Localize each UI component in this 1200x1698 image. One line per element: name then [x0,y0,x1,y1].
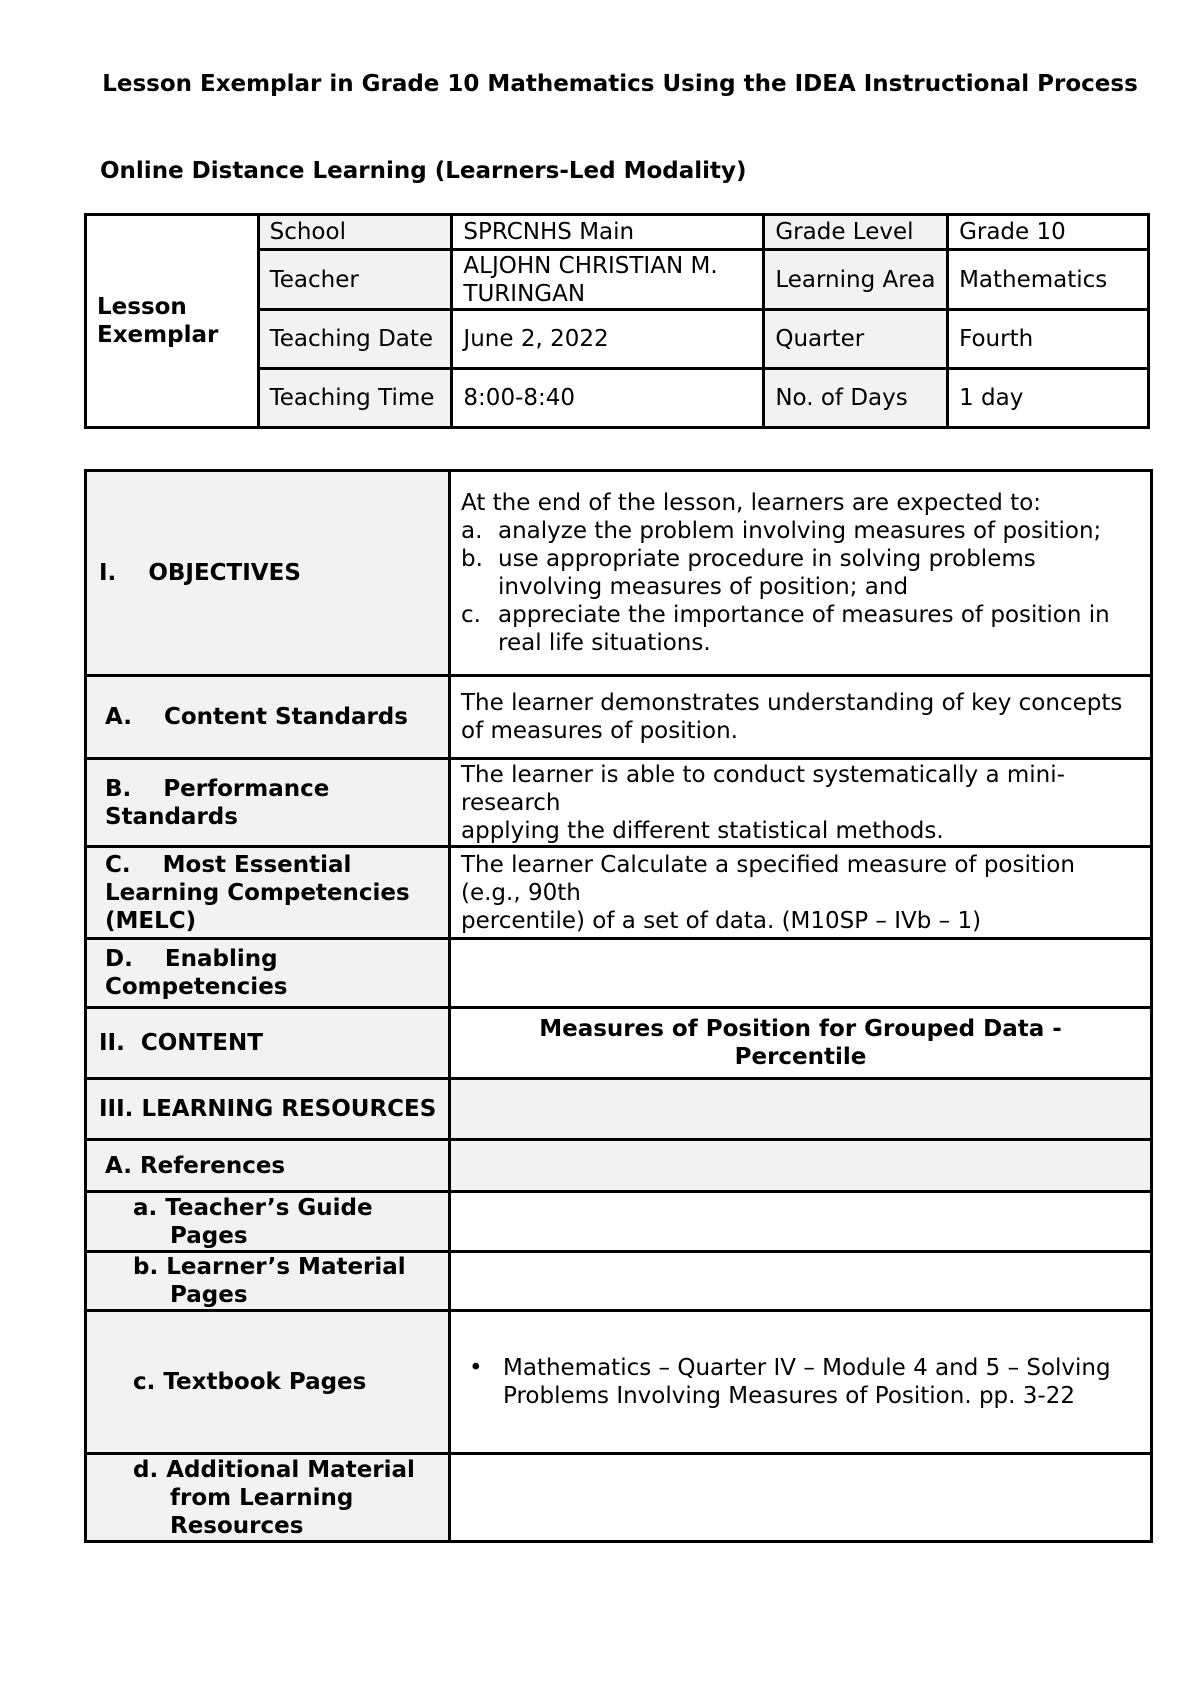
content-title: Measures of Position for Grouped Data - Percentile [450,1008,1152,1079]
lm-pages-label: Learner’s Material Pages [166,1254,406,1308]
enabling-row [86,939,1152,1008]
textbook-item-text: Mathematics – Quarter IV – Module 4 and 5 – Solving Problems Involving Measures of Position. pp. 3-22 [503,1355,1111,1409]
content-marker: II. [99,1030,125,1056]
page-subtitle: Online Distance Learning (Learners-Led Modality) [100,158,747,184]
enabling-label-cell [86,939,450,1008]
melc-cell [450,847,1152,939]
melc-line2: percentile) of a set of data. (M10SP – IVb – 1) [461,907,982,934]
days-label: No. of Days [764,369,948,428]
objective-text: analyze the problem involving measures of position; [498,518,1102,544]
content-standards-marker: A. [105,704,132,730]
learning-resources-label: LEARNING RESOURCES [141,1096,437,1122]
additional-materials-label-cell [86,1454,450,1542]
objective-marker: a. [461,518,483,544]
content-row [86,1008,1152,1079]
objective-marker: c. [461,602,481,628]
learning-area-label: Learning Area [764,250,948,310]
additional-materials-label: Additional Material from Learning Resources [166,1456,415,1539]
performance-standards-row [86,759,1152,847]
references-value [450,1140,1152,1192]
objective-item [461,517,1140,545]
learning-area-value: Mathematics [948,250,1149,310]
melc-row [86,847,1152,939]
lesson-header-table [84,213,1150,429]
tg-pages-value [450,1192,1152,1252]
grade-level-value: Grade 10 [948,215,1149,250]
textbook-pages-cell [450,1311,1152,1454]
learning-resources-label-cell [86,1079,450,1140]
objective-text: use appropriate procedure in solving problems involving measures of position; and [498,546,1036,600]
lm-pages-value [450,1252,1152,1311]
objective-text: appreciate the importance of measures of position in real life situations. [498,602,1110,656]
enabling-label: Enabling Competencies [105,946,288,1000]
textbook-pages-marker: c. [133,1369,156,1395]
performance-standards-line2: applying the different statistical methods. [461,817,944,844]
grade-level-label: Grade Level [764,215,948,250]
quarter-label: Quarter [764,310,948,369]
textbook-list [461,1354,1140,1410]
objectives-list [461,517,1140,657]
additional-materials-marker: d. [133,1456,159,1483]
content-standards-row [86,676,1152,759]
page-title: Lesson Exemplar in Grade 10 Mathematics Using the IDEA Instructional Process [102,71,1138,97]
lesson-exemplar-label: Lesson Exemplar [86,215,259,428]
melc-marker: C. [105,851,131,878]
content-label-cell [86,1008,450,1079]
additional-materials-value [450,1454,1152,1542]
tg-pages-row [86,1192,1152,1252]
lesson-plan-table [84,469,1153,1543]
quarter-value: Fourth [948,310,1149,369]
enabling-marker: D. [105,946,133,972]
enabling-text [450,939,1152,1008]
content-standards-text: The learner demonstrates understanding of key concepts of measures of position. [450,676,1152,759]
references-label: A. References [86,1140,450,1192]
performance-standards-label-cell [86,759,450,847]
objectives-label: OBJECTIVES [148,560,301,586]
learning-resources-row [86,1079,1152,1140]
lm-pages-marker: b. [133,1254,159,1280]
tg-pages-marker: a. [133,1194,158,1221]
teaching-time-value: 8:00-8:40 [452,369,764,428]
melc-label-cell [86,847,450,939]
school-value: SPRCNHS Main [452,215,764,250]
tg-pages-label-cell [86,1192,450,1252]
textbook-pages-label-cell [86,1311,450,1454]
objectives-marker: I. [99,560,117,586]
teaching-date-label: Teaching Date [258,310,452,369]
objectives-label-cell [86,471,450,676]
references-row [86,1140,1152,1192]
content-label: CONTENT [140,1030,263,1056]
content-standards-label-cell [86,676,450,759]
learning-resources-value [450,1079,1152,1140]
objectives-intro: At the end of the lesson, learners are expected to: [461,490,1042,516]
textbook-item [469,1354,1140,1410]
textbook-pages-row [86,1311,1152,1454]
objectives-content-cell [450,471,1152,676]
lm-pages-row [86,1252,1152,1311]
teacher-value: ALJOHN CHRISTIAN M. TURINGAN [452,250,764,310]
objective-marker: b. [461,546,483,572]
tg-pages-label: Teacher’s Guide Pages [165,1194,373,1249]
performance-standards-marker: B. [105,775,132,802]
textbook-pages-label: Textbook Pages [163,1369,367,1395]
melc-line1: The learner Calculate a specified measure of position (e.g., 90th [461,851,1075,906]
performance-standards-label: Performance Standards [105,775,330,830]
bullet-icon: • [469,1355,483,1381]
lm-pages-label-cell [86,1252,450,1311]
teacher-label: Teacher [258,250,452,310]
days-value: 1 day [948,369,1149,428]
teaching-date-value: June 2, 2022 [452,310,764,369]
school-label: School [258,215,452,250]
teaching-time-label: Teaching Time [258,369,452,428]
objectives-row [86,471,1152,676]
objective-item [461,601,1140,657]
learning-resources-marker: III. [99,1096,134,1122]
additional-materials-row [86,1454,1152,1542]
content-standards-label: Content Standards [164,704,408,730]
melc-label: Most Essential Learning Competencies (MELC) [105,851,410,934]
performance-standards-cell [450,759,1152,847]
performance-standards-line1: The learner is able to conduct systematically a mini-research [461,761,1065,816]
objective-item [461,545,1140,601]
